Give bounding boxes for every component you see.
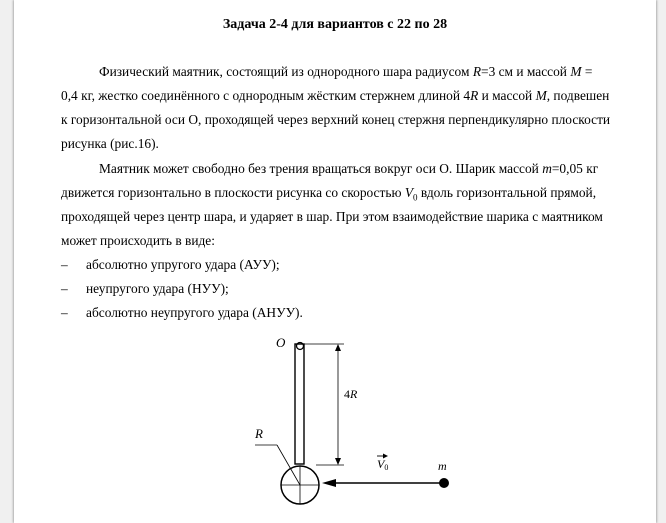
label-O: O [276, 335, 286, 350]
list-item: абсолютно неупругого удара (АНУУ). [86, 305, 303, 320]
label-V0 [377, 457, 388, 472]
text-segment: 0,4 кг, жестко соединённого с однородным жёстким стержнем длиной 4 [61, 88, 471, 103]
label-4R-variable: R [350, 387, 358, 401]
paragraph1-line4: рисунка (рис.16). [61, 136, 159, 151]
label-V-subscript: 0 [384, 463, 389, 472]
variable-M: M [535, 88, 547, 103]
text-segment: =3 см и массой [481, 64, 571, 79]
label-V: V [377, 457, 385, 471]
variable-m: m [542, 161, 552, 176]
small-ball-m [439, 478, 449, 488]
list-dash: – [61, 305, 68, 320]
paragraph1-line3: к горизонтальной оси О, проходящей через верхний конец стержня перпендикулярно плоскости [61, 112, 611, 127]
text-segment: и массой [478, 88, 536, 103]
velocity-arrowhead [322, 479, 336, 487]
label-4R-number: 4 [344, 387, 350, 401]
list-item: абсолютно упругого удара (АУУ); [86, 257, 280, 272]
pendulum-rod [295, 344, 304, 464]
list-dash: – [61, 257, 68, 272]
list-item: неупругого удара (НУУ); [86, 281, 229, 296]
paragraph2-line4: может происходить в виде: [61, 233, 215, 248]
label-4R [344, 387, 358, 401]
task-title: Задача 2-4 для вариантов с 22 по 28 [222, 17, 448, 32]
dimension-arrow-bottom [335, 458, 341, 465]
variable-R: R [472, 64, 482, 79]
text-segment: вдоль горизонтальной прямой, [417, 185, 597, 200]
text-segment: Маятник может свободно без трения вращаться вокруг оси О. Шарик массой [99, 161, 543, 176]
text-segment: Физический маятник, состоящий из однородного шара радиусом [99, 64, 473, 79]
label-m: m [438, 459, 447, 473]
paragraph2-line3: проходящей через центр шара, и ударяет в шар. При этом взаимодействие шарика с маятником [61, 209, 603, 224]
pendulum-figure [14, 0, 656, 523]
text-segment: = [581, 64, 593, 79]
variable-V: V [404, 185, 414, 200]
variable-R: R [470, 88, 479, 103]
document-page [14, 0, 656, 523]
text-segment: , подвешен [546, 88, 610, 103]
text-segment: =0,05 кг [551, 161, 599, 176]
list-dash: – [61, 281, 68, 296]
dimension-arrow-top [335, 344, 341, 351]
subscript-0: 0 [413, 192, 418, 203]
variable-M: M [570, 64, 582, 79]
text-segment: движется горизонтально в плоскости рисунка со скоростью [61, 185, 405, 200]
label-R: R [255, 426, 263, 441]
